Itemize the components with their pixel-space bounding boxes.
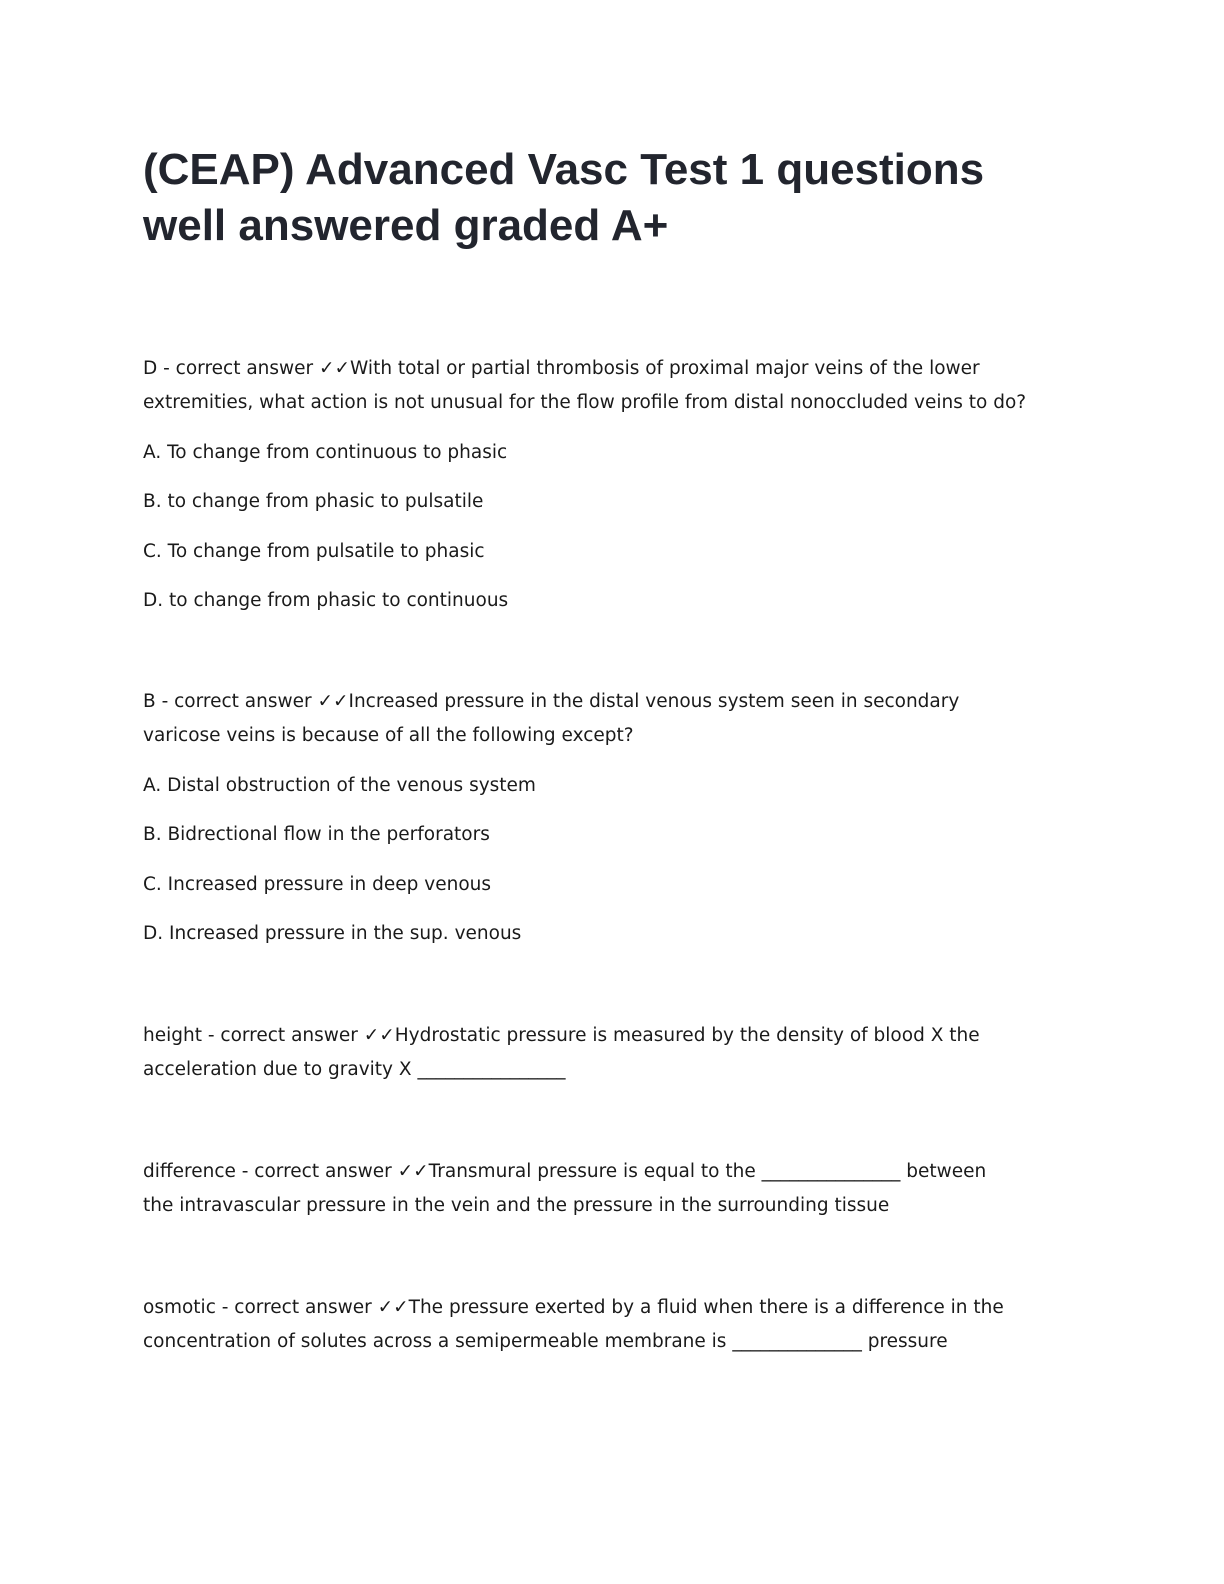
question-4-text [143, 1155, 1083, 1223]
question-line: concentration of solutes across a semipermeable membrane is ______________ pressure [143, 1331, 948, 1352]
question-1-option-b: B. to change from phasic to pulsatile [143, 491, 484, 512]
question-1-option-d: D. to change from phasic to continuous [143, 590, 509, 611]
question-line: B - correct answer ✓✓Increased pressure in the distal venous system seen in secondary [143, 691, 960, 712]
document-title [143, 142, 1103, 254]
question-line: D - correct answer ✓✓With total or partial thrombosis of proximal major veins of the lower [143, 358, 980, 379]
question-line: osmotic - correct answer ✓✓The pressure exerted by a fluid when there is a difference in the [143, 1297, 1004, 1318]
question-1-option-c: C. To change from pulsatile to phasic [143, 541, 485, 562]
title-line: well answered graded A+ [143, 201, 669, 250]
question-2-option-d: D. Increased pressure in the sup. venous [143, 923, 522, 944]
title-line: (CEAP) Advanced Vasc Test 1 questions [143, 145, 985, 194]
question-2-option-c: C. Increased pressure in deep venous [143, 874, 491, 895]
question-line: the intravascular pressure in the vein and the pressure in the surrounding tissue [143, 1195, 890, 1216]
question-line: extremities, what action is not unusual for the flow profile from distal nonoccluded veins to do? [143, 392, 1027, 413]
question-5-text [143, 1291, 1083, 1359]
question-1-option-a: A. To change from continuous to phasic [143, 442, 508, 463]
question-1-text [143, 352, 1083, 420]
question-line: varicose veins is because of all the following except? [143, 725, 634, 746]
question-2-option-a: A. Distal obstruction of the venous system [143, 775, 536, 796]
question-2-option-b: B. Bidrectional flow in the perforators [143, 824, 490, 845]
question-line: difference - correct answer ✓✓Transmural pressure is equal to the _______________ between [143, 1161, 987, 1182]
question-3-text [143, 1019, 1083, 1087]
question-line: height - correct answer ✓✓Hydrostatic pressure is measured by the density of blood X the [143, 1025, 980, 1046]
question-line: acceleration due to gravity X ________________ [143, 1059, 566, 1080]
question-2-text [143, 685, 1083, 753]
